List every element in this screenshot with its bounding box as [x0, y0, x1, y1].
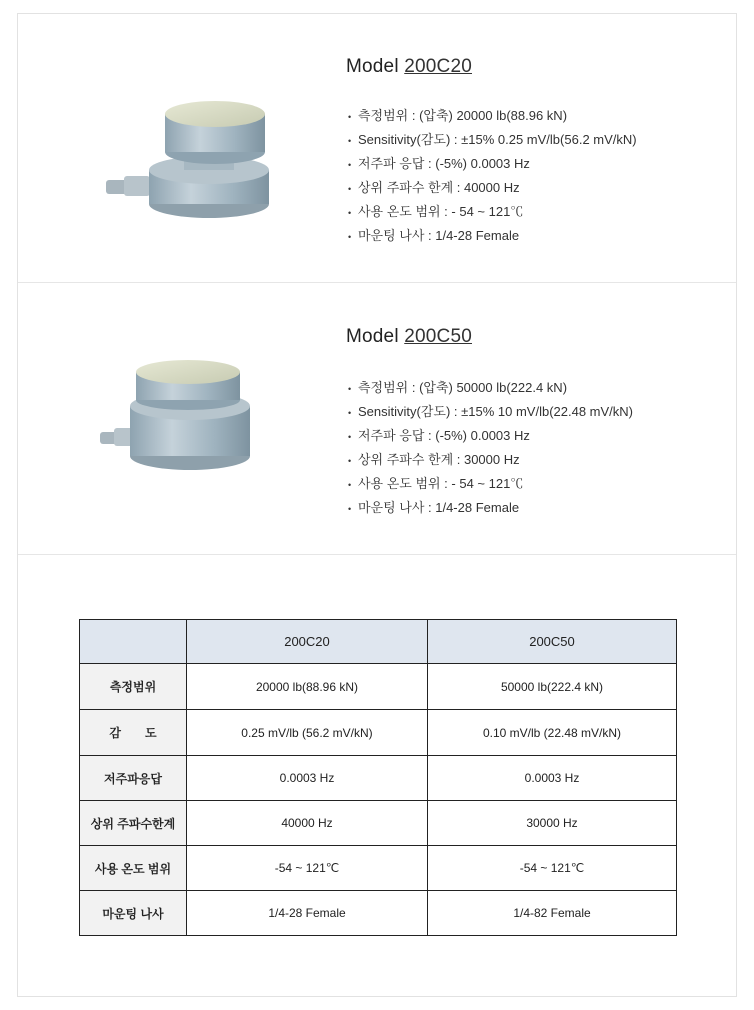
table-cell: 1/4-28 Female — [187, 891, 428, 936]
row-label: 마운팅 나사 — [80, 891, 187, 936]
table-cell: -54 ~ 121℃ — [428, 846, 677, 891]
row-label: 측정범위 — [80, 664, 187, 710]
model-title — [346, 326, 472, 348]
column-header: 200C50 — [428, 620, 677, 664]
row-label: 상위 주파수한계 — [80, 801, 187, 846]
table-corner-cell — [80, 620, 187, 664]
row-label: 감 도 — [80, 710, 187, 756]
column-header: 200C20 — [187, 620, 428, 664]
section-divider — [18, 554, 736, 555]
spec-item: • 상위 주파수 한계 : 30000 Hz — [348, 448, 633, 472]
table-cell: 0.0003 Hz — [187, 756, 428, 801]
table-cell: 40000 Hz — [187, 801, 428, 846]
model-code-link[interactable]: 200C50 — [404, 326, 472, 347]
table-cell: 0.10 mV/lb (22.48 mV/kN) — [428, 710, 677, 756]
row-label: 사용 온도 범위 — [80, 846, 187, 891]
model-prefix: Model — [346, 56, 399, 77]
spec-item: • 저주파 응답 : (-5%) 0.0003 Hz — [348, 152, 637, 176]
model-title — [346, 56, 472, 78]
spec-item: • 측정범위 : (압축) 20000 lb(88.96 kN) — [348, 104, 637, 128]
table-row — [80, 710, 677, 756]
spec-item: • 상위 주파수 한계 : 40000 Hz — [348, 176, 637, 200]
comparison-table — [79, 619, 677, 936]
table-cell: 30000 Hz — [428, 801, 677, 846]
spec-item: • Sensitivity(감도) : ±15% 0.25 mV/lb(56.2 mV/kN) — [348, 128, 637, 152]
load-cell-200c20-image — [102, 90, 282, 220]
table-cell: 20000 lb(88.96 kN) — [187, 664, 428, 710]
table-cell: 0.25 mV/lb (56.2 mV/kN) — [187, 710, 428, 756]
spec-item: • 저주파 응답 : (-5%) 0.0003 Hz — [348, 424, 633, 448]
spec-list — [348, 376, 633, 520]
spec-item: • 사용 온도 범위 : - 54 ~ 121℃ — [348, 472, 633, 496]
section-divider — [18, 282, 736, 283]
product-200c20 — [18, 14, 736, 282]
table-cell: -54 ~ 121℃ — [187, 846, 428, 891]
spec-list — [348, 104, 637, 248]
model-code-link[interactable]: 200C20 — [404, 56, 472, 77]
spec-item: • 마운팅 나사 : 1/4-28 Female — [348, 224, 637, 248]
table-row — [80, 801, 677, 846]
load-cell-200c50-image — [100, 358, 270, 478]
spec-item: • 마운팅 나사 : 1/4-28 Female — [348, 496, 633, 520]
table-header-row — [80, 620, 677, 664]
table-cell: 0.0003 Hz — [428, 756, 677, 801]
table-row — [80, 891, 677, 936]
table-row — [80, 846, 677, 891]
spec-item: • 측정범위 : (압축) 50000 lb(222.4 kN) — [348, 376, 633, 400]
table-cell: 50000 lb(222.4 kN) — [428, 664, 677, 710]
table-row — [80, 664, 677, 710]
table-cell: 1/4-82 Female — [428, 891, 677, 936]
spec-item: • 사용 온도 범위 : - 54 ~ 121℃ — [348, 200, 637, 224]
model-prefix: Model — [346, 326, 399, 347]
spec-item: • Sensitivity(감도) : ±15% 10 mV/lb(22.48 mV/kN) — [348, 400, 633, 424]
row-label: 저주파응답 — [80, 756, 187, 801]
table-row — [80, 756, 677, 801]
product-200c50 — [18, 284, 736, 552]
